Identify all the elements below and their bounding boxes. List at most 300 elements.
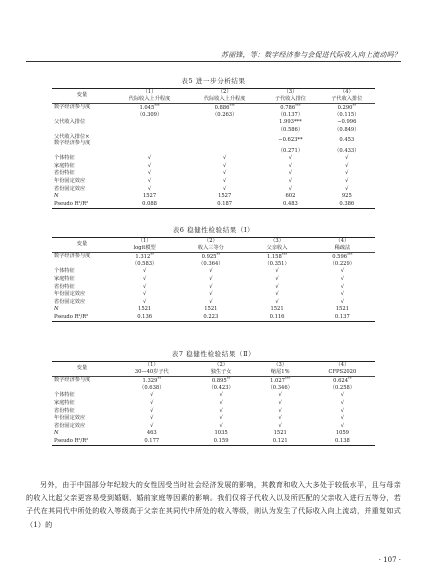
cell-value: √ [288,162,293,169]
cell-value: 0.223 [203,313,219,320]
significance-stars: *** [229,103,235,108]
table-cell [187,155,262,163]
cell-value: 0.177 [144,437,160,444]
row-label: N [54,193,59,200]
table-cell [112,268,177,276]
table-cell [310,423,375,431]
cell-value: √ [150,407,154,414]
cell-value: √ [275,298,279,305]
results-table [52,88,375,209]
table-cell [192,392,251,400]
column-name: 30—40岁子代 [112,369,192,377]
table-cell [112,306,177,314]
table-cell [319,134,375,147]
variable-header: 变量 [52,362,112,377]
cell-value: 0.925 [201,253,217,260]
table-cell [310,253,375,261]
table-cell [192,400,251,408]
table-cell [310,276,375,284]
table-cell [112,283,177,291]
table-cell [112,430,192,438]
cell-value: √ [278,392,282,399]
row-label: 家庭特征 [54,399,75,406]
table-cell [187,201,262,209]
results-table [52,361,375,446]
cell-value: √ [147,177,152,184]
table-row [52,415,375,423]
cell-value: √ [142,268,147,275]
table-cell [244,291,309,299]
column-number: （3） [262,89,318,97]
row-label: 省份固定效应 [54,298,86,305]
cell-value: （0.423） [208,384,234,391]
table-cell [262,127,318,135]
column-name: 缩尾1% [251,369,310,377]
cell-value: 0.290 [337,104,353,111]
row-label: 省份特征 [54,283,75,290]
table-cell [262,193,318,201]
cell-value: √ [142,298,147,305]
cell-value: 0.886 [214,104,230,111]
table-cell [319,170,375,178]
table-cell [112,400,192,408]
cell-value: 0.895 [211,377,227,384]
cell-value: √ [150,422,154,429]
table-cell [251,400,310,408]
column-number: （2） [187,89,262,97]
variable-header: 变量 [52,89,112,104]
table-cell [177,291,244,299]
row-label: 省份固定效应 [54,422,86,429]
cell-value: √ [345,170,349,177]
row-label: 年份固定效应 [54,291,86,298]
cell-value: √ [219,415,223,422]
cell-value: 463 [146,430,157,437]
cell-value: √ [219,392,223,399]
table-row [52,276,375,284]
header-rule [26,61,401,62]
table-cell [251,377,310,385]
cell-value: 1035 [214,430,228,437]
cell-value: √ [345,177,349,184]
table-cell [187,170,262,178]
table-cell [177,253,244,261]
table-cell [310,392,375,400]
cell-value: （0.346） [267,384,293,391]
cell-value: √ [288,170,293,177]
row-label: 家庭特征 [54,162,75,169]
row-label: Pseudo R²/R² [52,201,112,209]
row-label: 个体特征 [54,155,75,162]
cell-value: √ [275,291,279,298]
column-number: （1） [112,238,177,246]
row-label: 省份特征 [54,407,75,414]
cell-value: （0.271） [277,147,304,154]
column-name: 稀疏法 [310,245,375,253]
table-cell [112,415,192,423]
cell-value: √ [288,185,293,192]
cell-value: 1527 [142,193,157,200]
cell-value: （0.229） [329,260,355,267]
table-cell [192,438,251,446]
significance-stars: *** [347,252,353,257]
cell-value: √ [219,399,223,406]
table-cell [310,438,375,446]
table-cell [112,112,187,120]
body-paragraph: 另外，由于中国部分年纪较大的女性因受当时社会经济发展的影响，其教育和收入大多处于较低水平，且与母亲的收入比起父亲更容易受到婚姻、婚前家庭等因素的影响。我们仅将子代收入以及所匹配的父亲收入进行五等分，若子代在其同代中所处的收入等级高于父亲在其同代中所处的收入等级，则认为发生了代际收入向上流动，并重复如式（1）的 [26,480,401,529]
column-name: 收入三等分 [177,245,244,253]
cell-value: √ [288,177,293,184]
table-cell [262,119,318,127]
table-cell [310,268,375,276]
cell-value: 0.137 [334,313,350,320]
table-row [52,392,375,400]
cell-value: √ [340,407,345,414]
table-row [52,134,375,147]
column-name: logit模型 [112,245,177,253]
cell-value: √ [142,283,147,290]
cell-value: √ [209,268,213,275]
table-cell [112,185,187,193]
table-cell [310,283,375,291]
table-cell [262,201,318,209]
table-cell [112,134,187,147]
cell-value: 1.158 [266,253,282,260]
significance-stars: ** [352,103,357,108]
table-cell [177,283,244,291]
cell-value: √ [345,155,349,162]
row-label [52,147,112,155]
cell-value: 1521 [335,306,349,313]
cell-value: 1521 [273,430,287,437]
table-cell [319,112,375,120]
table-cell [112,377,192,385]
table-cell [310,415,375,423]
cell-value: 925 [341,193,352,200]
significance-stars: ** [348,376,352,381]
table-cell [112,104,187,112]
table-row [52,268,375,276]
cell-value: √ [275,268,279,275]
cell-value: √ [340,275,344,282]
cell-value: 1.027 [270,377,285,384]
running-header: 苏丽锋，等：数字经济参与会促进代际收入向上流动吗？ [221,51,401,59]
table-cell [112,291,177,299]
cell-value: √ [147,170,152,177]
row-label: 个体特征 [54,392,75,399]
table-cell [177,306,244,314]
table-cell [112,170,187,178]
column-number: （3） [251,362,310,370]
table-cell [192,423,251,431]
cell-value: √ [147,155,152,162]
cell-value: （0.583） [132,260,158,267]
table-cell [187,112,262,120]
table-row [52,283,375,291]
cell-value: √ [147,185,152,192]
cell-value: √ [340,298,344,305]
cell-value: （0.849） [334,126,360,133]
cell-value: √ [150,415,154,422]
table-title: 表5 进一步分析结果 [181,77,246,85]
cell-value: 0.187 [217,200,233,207]
row-label: 父代收入排位 [54,119,86,126]
cell-value: （0.309） [136,111,163,118]
table-row [52,306,375,314]
column-name: 代际收入上升程度 [112,96,187,104]
cell-value: 0.088 [142,200,157,207]
table-cell [319,201,375,209]
cell-value: −0.996 [337,119,357,126]
significance-stars: ** [150,252,154,257]
cell-value: √ [278,422,282,429]
cell-value: √ [142,291,147,298]
table-cell [112,253,177,261]
cell-value: √ [219,407,223,414]
table-cell [192,415,251,423]
table-cell [310,400,375,408]
variable-header: 变量 [52,238,112,253]
cell-value: 1.993*** [279,119,302,126]
cell-value: 0.136 [137,313,153,320]
table-cell [310,306,375,314]
column-number: （4） [310,238,375,246]
cell-value: （0.115） [334,111,360,118]
table-cell [262,155,318,163]
cell-value: 1.329 [142,377,158,384]
table-cell [319,119,375,127]
row-label: 数字经济参与度 [54,104,91,111]
table-cell [187,119,262,127]
table-row [52,377,375,385]
table-row [52,147,375,155]
significance-stars: *** [154,103,160,108]
cell-value: （0.364） [198,260,224,267]
row-label: 个体特征 [54,268,75,275]
table-cell [192,430,251,438]
table-cell [112,299,177,307]
cell-value: √ [340,291,344,298]
cell-value: 1059 [335,430,349,437]
cell-value: √ [223,185,227,192]
table-cell [177,314,244,322]
cell-value: √ [345,185,349,192]
page-number: · 107 · [378,556,401,564]
table-cell [310,430,375,438]
table-header-row [52,89,375,97]
column-number: （4） [310,362,375,370]
table-cell [112,147,187,155]
table-cell [310,407,375,415]
row-label-line: 数字经济参与度 [54,139,91,146]
cell-value: 602 [285,193,296,200]
table-cell [262,134,318,147]
significance-stars: ** [157,376,161,381]
column-name: 独生子女 [192,369,251,377]
cell-value: （0.263） [212,111,238,118]
row-label: 年份固定效应 [54,415,86,422]
cell-value: 1527 [218,193,232,200]
cell-value: √ [278,399,282,406]
table-row [52,178,375,186]
cell-value: 0.116 [269,313,285,320]
column-number: （1） [112,362,192,370]
table-cell [310,291,375,299]
table-cell [187,127,262,135]
table-cell [262,178,318,186]
table-cell [112,193,187,201]
row-label: 家庭特征 [54,275,75,282]
table-row [52,430,375,438]
column-name: 子代收入排位 [262,96,318,104]
column-number: （3） [244,238,309,246]
row-label: 数字经济参与度 [54,377,91,384]
table-cell [187,178,262,186]
cell-value: 0.624 [333,377,349,384]
table-cell [319,178,375,186]
table-row [52,291,375,299]
significance-stars: ** [226,376,231,381]
table-row [52,163,375,171]
table-cell [112,119,187,127]
table-cell [262,112,318,120]
column-number: （2） [177,238,244,246]
table-cell [244,299,309,307]
cell-value: √ [340,392,345,399]
cell-value: √ [147,162,152,169]
cell-value: √ [223,162,227,169]
cell-value: 1.312 [135,253,151,260]
cell-value: （0.351） [264,260,290,267]
column-name: CFPS2020 [310,369,375,377]
cell-value: 1521 [270,306,284,313]
table-row [52,193,375,201]
table-cell [192,377,251,385]
cell-value: （0.258） [329,384,355,391]
table-cell [177,268,244,276]
row-label: N [54,430,59,437]
table-row [52,119,375,127]
cell-value: √ [209,275,213,282]
cell-value: √ [288,155,293,162]
cell-value: 0.596 [332,253,348,260]
cell-value: √ [340,268,344,275]
table-cell [244,276,309,284]
cell-value: √ [209,291,213,298]
cell-value: √ [150,392,154,399]
table-row [52,253,375,261]
cell-value: 1.045 [139,104,155,111]
table-row [52,201,375,209]
cell-value: （0.638） [139,384,165,391]
cell-value: 0.121 [272,437,288,444]
cell-value: 1521 [138,306,152,313]
table-cell [262,170,318,178]
table-row [52,385,375,393]
cell-value: 0.386 [339,200,355,207]
row-label [52,134,112,147]
cell-value: 0.483 [283,200,298,207]
row-label: 数字经济参与度 [54,253,91,260]
table-cell [177,299,244,307]
table-row [52,170,375,178]
table-cell [244,253,309,261]
table-row [52,104,375,112]
table-cell [112,438,192,446]
table-cell [187,185,262,193]
table-cell [187,147,262,155]
table-cell [192,407,251,415]
table-cell [251,392,310,400]
table-row [52,438,375,446]
cell-value: 1521 [204,306,218,313]
cell-value: √ [223,155,227,162]
row-label: Pseudo R²/R² [52,314,112,322]
table-cell [251,430,310,438]
table-cell [112,201,187,209]
cell-value: √ [223,170,227,177]
table-cell [310,299,375,307]
cell-value: √ [142,275,147,282]
table-cell [112,178,187,186]
table-header-row [52,238,375,246]
cell-value: √ [340,399,345,406]
cell-value: √ [340,422,345,429]
column-number: （1） [112,89,187,97]
table-cell [244,306,309,314]
cell-value: √ [209,283,213,290]
cell-value: √ [219,422,223,429]
cell-value: 0.138 [334,437,350,444]
cell-value: −0.623** [278,137,303,144]
table-row [52,185,375,193]
table-cell [251,423,310,431]
cell-value: √ [345,162,349,169]
cell-value: 0.786 [280,104,296,111]
row-label: 省份特征 [54,170,75,177]
cell-value: √ [275,283,279,290]
table-cell [251,438,310,446]
cell-value: √ [223,177,227,184]
table-cell [177,276,244,284]
cell-value: √ [275,275,279,282]
row-label: Pseudo R²/R² [52,438,112,446]
cell-value: （0.586） [277,126,304,133]
table-cell [319,147,375,155]
cell-value: （0.137） [277,111,304,118]
cell-value: 0.159 [213,437,229,444]
significance-stars: *** [284,376,291,381]
significance-stars: ** [216,252,221,257]
table-row [52,299,375,307]
significance-stars: *** [295,103,301,108]
cell-value: （0.433） [334,147,360,154]
significance-stars: *** [281,252,288,257]
table-cell [112,392,192,400]
table-cell [244,314,309,322]
table-row [52,155,375,163]
table-cell [187,134,262,147]
row-label-line: 父代收入排位× [54,134,90,141]
table-row [52,112,375,120]
table-cell [319,127,375,135]
cell-value: √ [340,283,344,290]
table-header-row [52,362,375,370]
cell-value: √ [278,415,282,422]
table-cell [112,407,192,415]
table-cell [319,155,375,163]
cell-value: √ [150,399,154,406]
